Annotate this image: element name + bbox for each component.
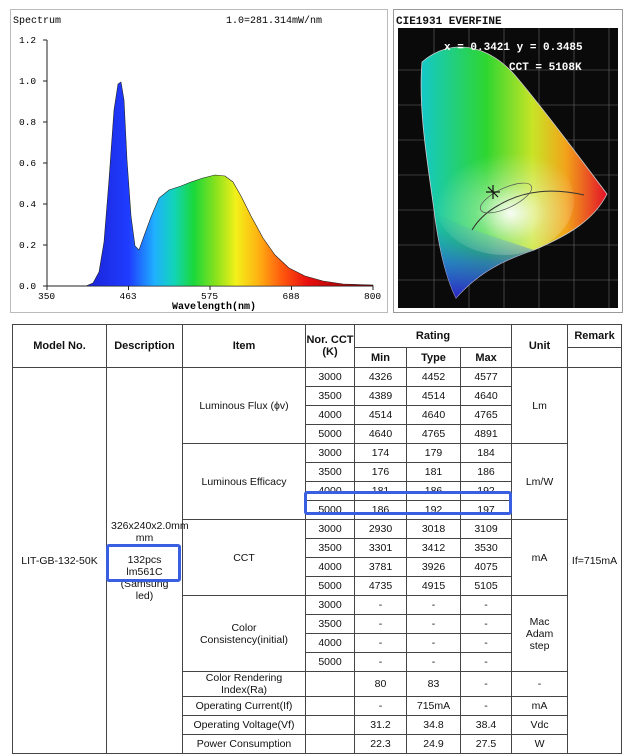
cell-type: 3018 xyxy=(407,520,461,539)
cell-max: 27.5 xyxy=(461,735,512,754)
cell-type: 186 xyxy=(407,482,461,501)
cell-max: - xyxy=(461,634,512,653)
x-tick-label: 688 xyxy=(282,291,300,302)
cell-max: 38.4 xyxy=(461,716,512,735)
cell-cct: 3500 xyxy=(306,387,355,406)
header-min: Min xyxy=(355,348,407,368)
spec-table-body xyxy=(13,368,622,754)
item-label: Color Consistency(initial) xyxy=(183,596,306,672)
cell-max: 4577 xyxy=(461,368,512,387)
cell-type: 192 xyxy=(407,501,461,520)
y-tick-label: 0.2 xyxy=(19,240,37,251)
cell-type: 34.8 xyxy=(407,716,461,735)
header-remark: Remark xyxy=(568,325,622,348)
header-description: Description xyxy=(107,325,183,368)
description-size: 326x240x2.0mm mm xyxy=(111,519,189,544)
spec-table xyxy=(12,324,622,754)
cell-max: 184 xyxy=(461,444,512,463)
cell-cct xyxy=(306,672,355,697)
cell-min: 4735 xyxy=(355,577,407,596)
cell-min: 80 xyxy=(355,672,407,697)
header-unit: Unit xyxy=(512,325,568,368)
header-max: Max xyxy=(461,348,512,368)
spectrum-scale-note: 1.0=281.314mW/nm xyxy=(226,16,323,27)
cie-xy-readout: x = 0.3421 y = 0.3485 xyxy=(444,42,583,54)
x-tick-label: 800 xyxy=(364,291,382,302)
item-label: Luminous Flux (ϕv) xyxy=(183,368,306,444)
cell-type: 181 xyxy=(407,463,461,482)
cell-cct: 3000 xyxy=(306,596,355,615)
cell-cct xyxy=(306,716,355,735)
cell-type: - xyxy=(407,615,461,634)
cie-cct-readout: CCT = 5108K xyxy=(509,62,582,74)
y-tick-label: 0.4 xyxy=(19,199,37,210)
model-number: LIT-GB-132-50K xyxy=(13,368,107,754)
cell-type: 4915 xyxy=(407,577,461,596)
cell-min: - xyxy=(355,596,407,615)
cell-min: - xyxy=(355,615,407,634)
cell-min: 4640 xyxy=(355,425,407,444)
cell-cct: 5000 xyxy=(306,577,355,596)
cell-cct: 4000 xyxy=(306,634,355,653)
cell-max: - xyxy=(461,596,512,615)
cell-type: 179 xyxy=(407,444,461,463)
header-cct: Nor. CCT (K) xyxy=(306,325,355,368)
cell-max: - xyxy=(461,615,512,634)
cell-max: - xyxy=(461,697,512,716)
remark-cell: If=715mA xyxy=(568,368,622,754)
cell-cct: 3000 xyxy=(306,368,355,387)
table-row xyxy=(13,368,622,387)
cell-min: - xyxy=(355,697,407,716)
cell-cct xyxy=(306,697,355,716)
cell-min: 22.3 xyxy=(355,735,407,754)
cell-type: - xyxy=(407,653,461,672)
cell-type: 83 xyxy=(407,672,461,697)
cell-max: 4765 xyxy=(461,406,512,425)
cell-cct: 5000 xyxy=(306,501,355,520)
item-label: CCT xyxy=(183,520,306,596)
cell-max: 4640 xyxy=(461,387,512,406)
x-tick-label: 350 xyxy=(38,291,56,302)
cell-cct xyxy=(306,735,355,754)
cell-min: 2930 xyxy=(355,520,407,539)
item-label: Luminous Efficacy xyxy=(183,444,306,520)
item-label: Operating Current(If) xyxy=(183,697,306,716)
y-tick-label: 0.8 xyxy=(19,117,37,128)
cell-max: 197 xyxy=(461,501,512,520)
cell-cct: 5000 xyxy=(306,653,355,672)
header-rating: Rating xyxy=(355,325,512,348)
cell-cct: 3500 xyxy=(306,615,355,634)
cie-diagram xyxy=(394,10,622,312)
item-label: Power Consumption xyxy=(183,735,306,754)
cell-cct: 4000 xyxy=(306,558,355,577)
cell-min: 4326 xyxy=(355,368,407,387)
cell-min: 3781 xyxy=(355,558,407,577)
spectrum-xlabel: Wavelength(nm) xyxy=(172,302,257,312)
spectrum-chart xyxy=(11,10,387,312)
cell-type: 3412 xyxy=(407,539,461,558)
cie-panel xyxy=(393,9,623,313)
cell-max: - xyxy=(461,672,512,697)
unit-label: Lm/W xyxy=(512,444,568,520)
unit-label: mA xyxy=(512,520,568,596)
cell-min: 4389 xyxy=(355,387,407,406)
cell-cct: 3500 xyxy=(306,463,355,482)
cell-min: - xyxy=(355,634,407,653)
y-tick-label: 1.0 xyxy=(19,76,37,87)
cell-type: 24.9 xyxy=(407,735,461,754)
cell-type: 4765 xyxy=(407,425,461,444)
cell-type: 3926 xyxy=(407,558,461,577)
cell-type: - xyxy=(407,634,461,653)
cell-type: 4640 xyxy=(407,406,461,425)
spectrum-title: Spectrum xyxy=(13,16,62,27)
cell-cct: 5000 xyxy=(306,425,355,444)
cell-type: 4514 xyxy=(407,387,461,406)
description-cell xyxy=(107,368,189,754)
cell-cct: 4000 xyxy=(306,406,355,425)
cell-cct: 3500 xyxy=(306,539,355,558)
cell-cct: 3000 xyxy=(306,444,355,463)
cell-min: 181 xyxy=(355,482,407,501)
x-tick-label: 575 xyxy=(201,291,219,302)
cell-min: 176 xyxy=(355,463,407,482)
cell-min: 3301 xyxy=(355,539,407,558)
unit-label: Mac Adam step xyxy=(512,596,568,672)
cell-max: 5105 xyxy=(461,577,512,596)
header-remark-blank xyxy=(568,348,622,368)
y-tick-label: 0.0 xyxy=(19,281,37,292)
spectrum-panel xyxy=(10,9,388,313)
cell-unit: W xyxy=(512,735,568,754)
cell-min: 31.2 xyxy=(355,716,407,735)
header-type: Type xyxy=(407,348,461,368)
cell-max: 186 xyxy=(461,463,512,482)
cell-type: 4452 xyxy=(407,368,461,387)
header-model: Model No. xyxy=(13,325,107,368)
header-item: Item xyxy=(183,325,306,368)
spectrum-curve xyxy=(47,82,373,286)
cell-max: 4075 xyxy=(461,558,512,577)
cell-min: - xyxy=(355,653,407,672)
cie-title: CIE1931 EVERFINE xyxy=(396,16,502,28)
cell-min: 174 xyxy=(355,444,407,463)
x-tick-label: 463 xyxy=(119,291,137,302)
y-tick-label: 1.2 xyxy=(19,35,37,46)
cell-type: - xyxy=(407,596,461,615)
cell-max: - xyxy=(461,653,512,672)
item-label: Operating Voltage(Vf) xyxy=(183,716,306,735)
cell-max: 192 xyxy=(461,482,512,501)
cell-unit: Vdc xyxy=(512,716,568,735)
cell-max: 4891 xyxy=(461,425,512,444)
cell-unit: mA xyxy=(512,697,568,716)
cell-unit: - xyxy=(512,672,568,697)
cell-min: 186 xyxy=(355,501,407,520)
cell-max: 3530 xyxy=(461,539,512,558)
cell-cct: 4000 xyxy=(306,482,355,501)
unit-label: Lm xyxy=(512,368,568,444)
cell-cct: 3000 xyxy=(306,520,355,539)
description-leds: 132pcs lm561C (Samsung led) xyxy=(120,553,169,602)
cie-white-region xyxy=(434,145,574,255)
item-label: Color Rendering Index(Ra) xyxy=(183,672,306,697)
cell-min: 4514 xyxy=(355,406,407,425)
y-tick-label: 0.6 xyxy=(19,158,37,169)
cell-type: 715mA xyxy=(407,697,461,716)
cell-max: 3109 xyxy=(461,520,512,539)
